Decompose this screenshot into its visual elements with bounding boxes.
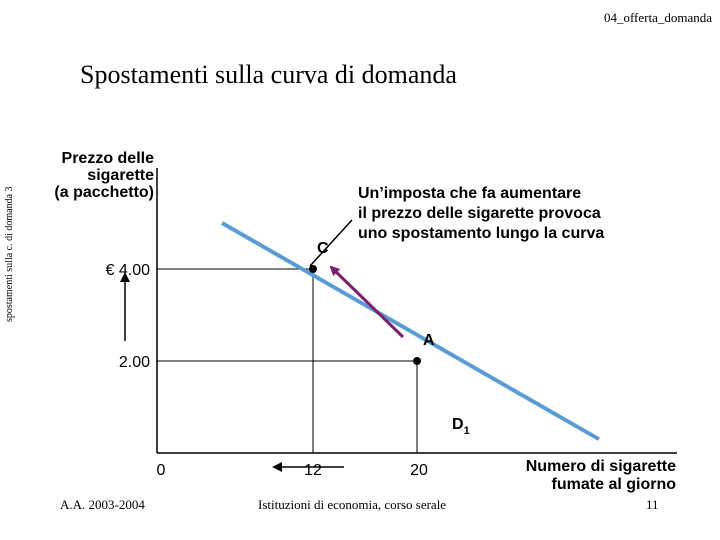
y-tick-2: 2.00 <box>118 354 150 371</box>
footer-course-year: A.A. 2003-2004 <box>60 497 145 512</box>
y-tick-4: € 4.00 <box>105 262 150 279</box>
footer-page-number: 11 <box>646 497 659 512</box>
x-tick-12: 12 <box>304 462 322 479</box>
x-axis-label-line-2: fumate al giorno <box>551 476 676 493</box>
annotation-line-1: Un’imposta che fa aumentare <box>358 185 582 202</box>
point-c-label: C <box>317 240 329 257</box>
y-axis-label-line-2: sigarette <box>87 167 154 184</box>
x-tick-origin: 0 <box>156 462 166 479</box>
header-tag: 04_offerta_domanda <box>603 10 712 25</box>
point-c-marker <box>309 265 317 273</box>
annotation-line-3: uno spostamento lungo la curva <box>358 225 605 242</box>
footer-course-name: Istituzioni di economia, corso serale <box>258 497 447 512</box>
movement-arrow <box>331 267 403 337</box>
x-tick-20: 20 <box>410 462 428 479</box>
y-axis-label-line-1: Prezzo delle <box>61 150 154 167</box>
annotation-line-2: il prezzo delle sigarette provoca <box>358 205 601 222</box>
x-axis-label-line-1: Numero di sigarette <box>525 458 676 475</box>
demand-curve-label-main: D <box>452 416 464 433</box>
demand-curve-label-sub: 1 <box>463 425 470 437</box>
slide-title: Spostamenti sulla curva di domanda <box>80 60 457 89</box>
demand-curve <box>222 223 599 439</box>
side-tag: spostamenti sulla c. di domanda 3 <box>4 186 15 322</box>
y-axis-label-line-3: (a pacchetto) <box>54 184 154 201</box>
demand-curve-label <box>452 416 470 437</box>
point-a-label: A <box>423 332 435 349</box>
point-a-marker <box>413 357 421 365</box>
